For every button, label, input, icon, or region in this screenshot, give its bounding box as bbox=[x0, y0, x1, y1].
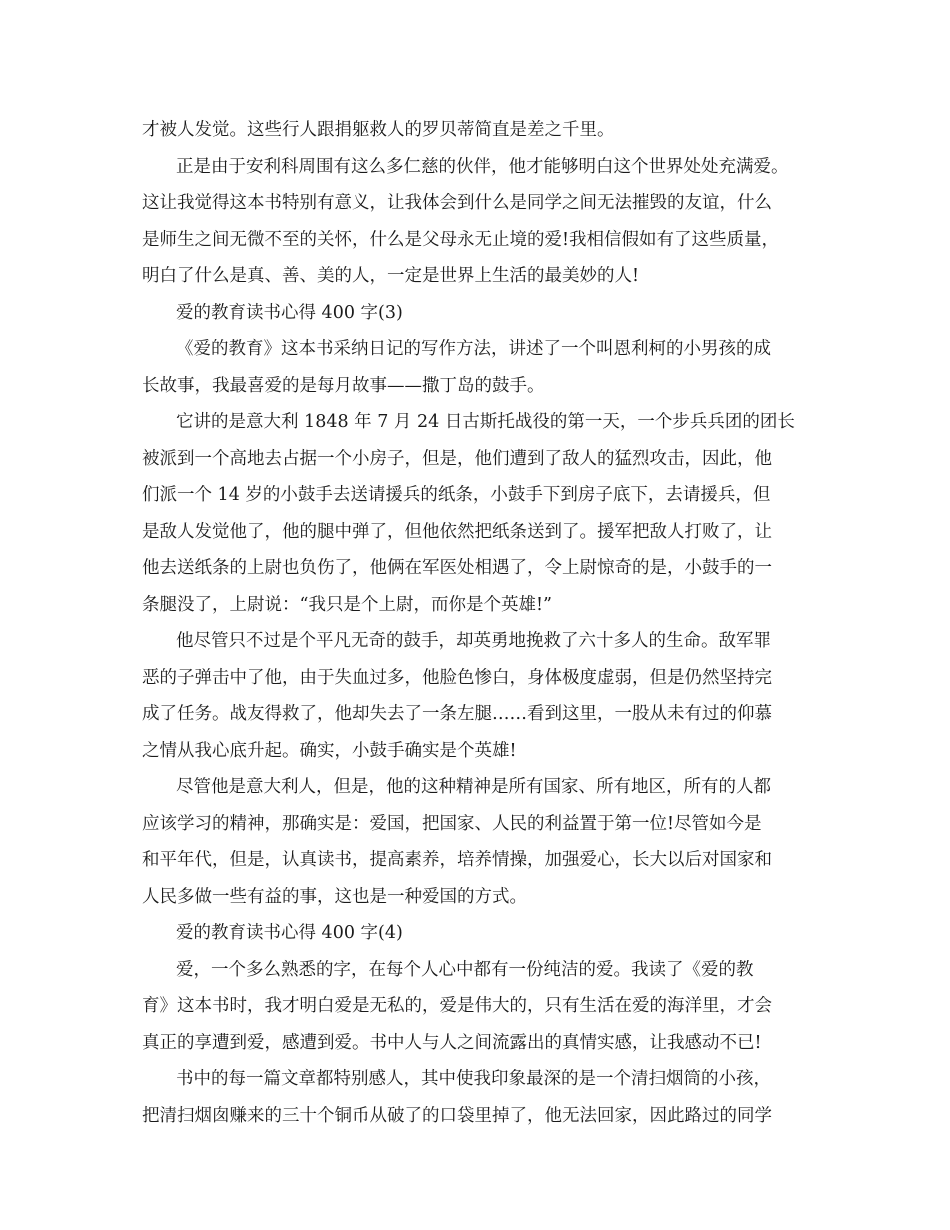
paragraph-first-line: 它讲的是意大利 1848 年 7 月 24 日古斯托战役的第一天，一个步兵兵团的团长 bbox=[176, 412, 795, 432]
text-line: 明白了什么是真、善、美的人，一定是世界上生活的最美妙的人! bbox=[142, 266, 640, 286]
text-line: 是敌人发觉他了，他的腿中弹了，但他依然把纸条送到了。援军把敌人打败了，让 bbox=[142, 521, 772, 542]
text-line: 把清扫烟囱赚来的三十个铜币从破了的口袋里掉了，他无法回家，因此路过的同学 bbox=[142, 1105, 772, 1126]
paragraph-first-line: 他尽管只不过是个平凡无奇的鼓手，却英勇地挽救了六十多人的生命。敌军罪 bbox=[176, 631, 771, 651]
text-line: 是师生之间无微不至的关怀，什么是父母永无止境的爱!我相信假如有了这些质量， bbox=[142, 229, 780, 250]
text-line: 人民多做一些有益的事，这也是一种爱国的方式。 bbox=[142, 886, 527, 907]
paragraph-first-line: 正是由于安利科周围有这么多仁慈的伙伴，他才能够明白这个世界处处充满爱。 bbox=[176, 156, 789, 177]
paragraph-first-line: 爱的教育读书心得 400 字(4) bbox=[176, 923, 403, 943]
text-line: 恶的子弹击中了他，由于失血过多，他脸色惨白，身体极度虚弱，但是仍然坚持完 bbox=[142, 667, 772, 688]
paragraph-first-line: 尽管他是意大利人，但是，他的这种精神是所有国家、所有地区，所有的人都 bbox=[176, 777, 771, 797]
text-line: 育》这本书时，我才明白爱是无私的，爱是伟大的，只有生活在爱的海洋里，才会 bbox=[142, 996, 772, 1016]
text-line: 被派到一个高地去占据一个小房子，但是，他们遭到了敌人的猛烈攻击，因此，他 bbox=[142, 448, 772, 469]
text-line: 真正的享遭到爱，感遭到爱。书中人与人之间流露出的真情实感，让我感动不已! bbox=[142, 1032, 762, 1053]
text-line: 他去送纸条的上尉也负伤了，他俩在军医处相遇了，令上尉惊奇的是，小鼓手的一 bbox=[142, 558, 772, 578]
paragraph-first-line: 爱的教育读书心得 400 字(3) bbox=[176, 302, 403, 323]
text-line: 应该学习的精神，那确实是：爱国，把国家、人民的利益置于第一位!尽管如今是 bbox=[142, 813, 762, 834]
paragraph-first-line: 书中的每一篇文章都特别感人，其中使我印象最深的是一个清扫烟筒的小孩， bbox=[176, 1069, 771, 1089]
text-line: 成了任务。战友得救了，他却失去了一条左腿……看到这里，一股从未有过的仰慕 bbox=[142, 704, 772, 724]
paragraph-first-line: 《爱的教育》这本书采纳日记的写作方法，讲述了一个叫恩利柯的小男孩的成 bbox=[176, 339, 771, 359]
text-line: 之情从我心底升起。确实，小鼓手确实是个英雄! bbox=[142, 740, 517, 761]
text-line: 长故事，我最喜爱的是每月故事——撒丁岛的鼓手。 bbox=[142, 375, 545, 396]
document-body bbox=[142, 112, 816, 1134]
text-line: 这让我觉得这本书特别有意义，让我体会到什么是同学之间无法摧毁的友谊，什么 bbox=[142, 193, 772, 213]
text-line: 条腿没了，上尉说：“我只是个上尉，而你是个英雄!” bbox=[142, 594, 552, 615]
text-line: 和平年代，但是，认真读书，提高素养，培养情操，加强爱心，长大以后对国家和 bbox=[142, 850, 772, 870]
text-line: 才被人发觉。这些行人跟捐躯救人的罗贝蒂简直是差之千里。 bbox=[142, 120, 615, 140]
text-line: 们派一个 14 岁的小鼓手去送请援兵的纸条，小鼓手下到房子底下，去请援兵，但 bbox=[142, 485, 771, 505]
paragraph-first-line: 爱，一个多么熟悉的字，在每个人心中都有一份纯洁的爱。我读了《爱的教 bbox=[176, 959, 754, 980]
